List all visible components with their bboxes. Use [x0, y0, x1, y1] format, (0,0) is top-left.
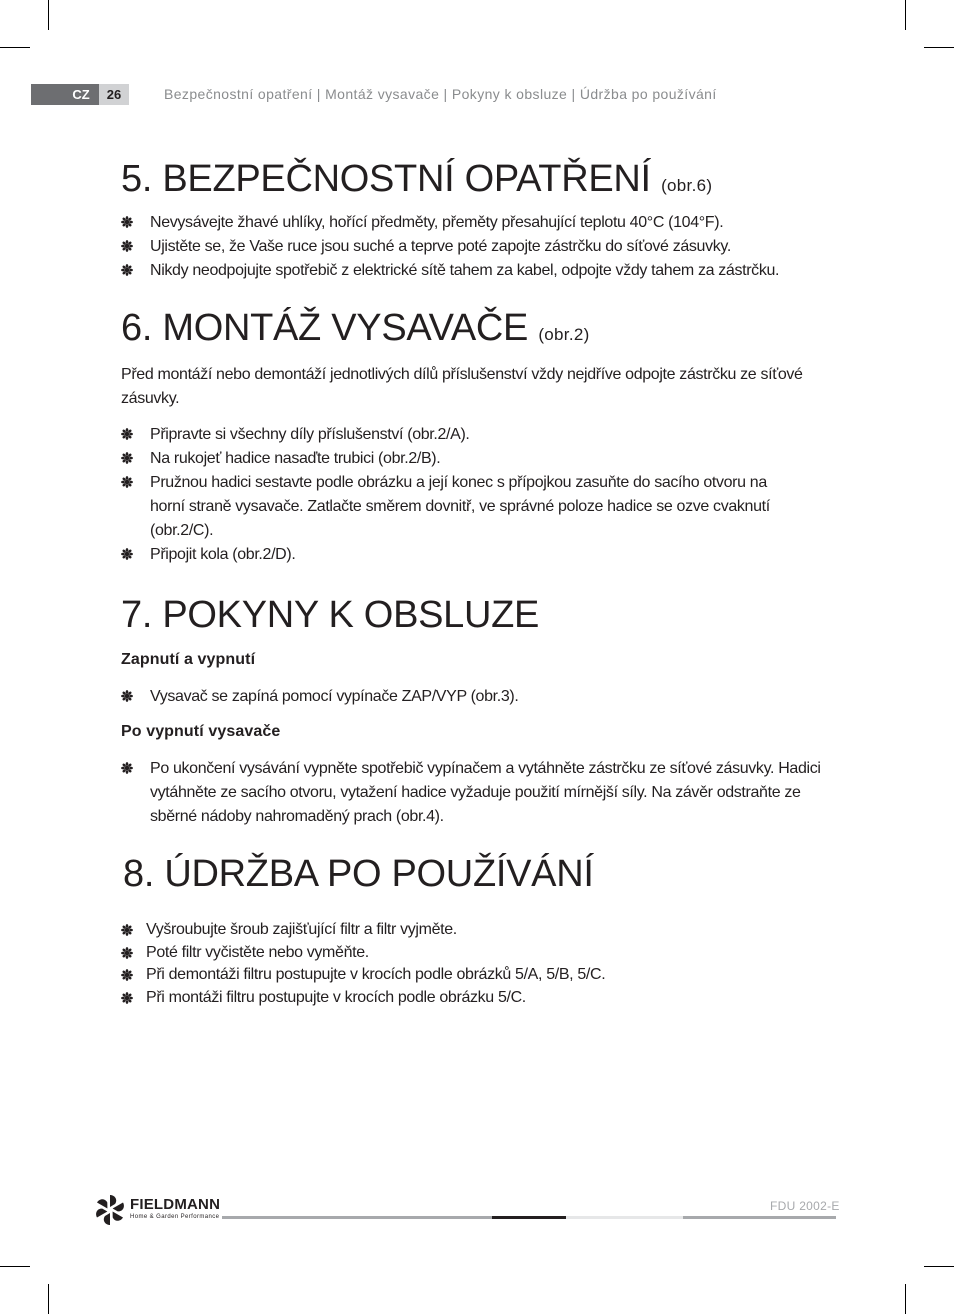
footer-rule: [492, 1216, 566, 1219]
bullet-icon: [121, 240, 133, 252]
bullet-icon: [121, 548, 133, 560]
section-title-operation: [121, 594, 539, 637]
bullet-icon: [121, 690, 133, 702]
section-title-safety: [121, 158, 712, 201]
list-item: [121, 235, 841, 259]
list-item: [121, 964, 841, 987]
list-item-text: Pružnou hadici sestavte podle obrázku a její konec s přípojkou zasuňte do sacího otvoru na horní straně vysavače. Zatlačte směrem dovnitř, ve správné poloze hadice se ozve cvaknutí (obr.2/C).: [150, 474, 770, 539]
safety-list: [121, 211, 841, 283]
section-title-maintenance: [123, 853, 594, 896]
figure-reference: (obr.2): [538, 325, 590, 344]
list-item: [121, 259, 841, 283]
language-label: CZ: [72, 87, 90, 102]
list-item-text: Při demontáži filtru postupujte v krocích podle obrázků 5/A, 5/B, 5/C.: [146, 966, 606, 983]
crop-mark: [0, 47, 30, 48]
list-item-text: Po ukončení vysávání vypněte spotřebič vypínačem a vytáhněte zástrčku ze síťové zásuvky. Hadici vytáhněte ze sacího otvoru, vytažení hadice vyžaduje použití mírnější síly. Na závěr odstraňte ze sběrné nádoby nahromaděný prach (obr.4).: [150, 760, 821, 825]
bullet-icon: [121, 216, 133, 228]
brand-tagline: Home & Garden Performance: [130, 1214, 220, 1220]
bullet-icon: [121, 992, 133, 1004]
list-item: [121, 447, 801, 471]
operation-list-2: [121, 757, 821, 829]
model-number: FDU 2002-E: [770, 1199, 840, 1213]
bullet-icon: [121, 452, 133, 464]
brand-name: FIELDMANN: [130, 1196, 221, 1213]
list-item-text: Připravte si všechny díly příslušenství (obr.2/A).: [150, 426, 470, 443]
list-item: [121, 471, 801, 543]
running-header: Bezpečnostní opatření | Montáž vysavače | Pokyny k obsluze | Údržba po používání: [164, 86, 717, 102]
bullet-icon: [121, 762, 133, 774]
crop-mark: [0, 1266, 30, 1267]
list-item: [121, 423, 801, 447]
list-item-text: Na rukojeť hadice nasaďte trubici (obr.2/B).: [150, 450, 441, 467]
bullet-icon: [121, 969, 133, 981]
maintenance-list: [121, 919, 841, 1009]
list-item: [121, 757, 821, 829]
bullet-icon: [121, 428, 133, 440]
list-item-text: Při montáži filtru postupujte v krocích podle obrázku 5/C.: [146, 988, 526, 1006]
bullet-icon: [121, 264, 133, 276]
list-item-text: Ujistěte se, že Vaše ruce jsou suché a teprve poté zapojte zástrčku do síťové zásuvky.: [150, 238, 731, 255]
list-item-text: Vysavač se zapíná pomocí vypínače ZAP/VYP (obr.3).: [150, 688, 519, 705]
assembly-intro: Před montáží nebo demontáží jednotlivých dílů příslušenství vždy nejdříve odpojte zástrčku ze síťové zásuvky.: [121, 366, 803, 407]
list-item-text: Nikdy neodpojujte spotřebič z elektrické sítě tahem za kabel, odpojte vždy tahem za zástrčku.: [150, 262, 780, 279]
footer-rule: [222, 1216, 492, 1219]
subheading-on-off: Zapnutí a vypnutí: [121, 651, 256, 668]
list-item-text: Připojit kola (obr.2/D).: [150, 546, 296, 563]
operation-list-1: [121, 685, 841, 709]
crop-mark: [905, 1284, 906, 1314]
crop-mark: [905, 0, 906, 30]
footer-rule: [566, 1216, 683, 1219]
subheading-after-off: Po vypnutí vysavače: [121, 723, 281, 740]
crop-mark: [48, 0, 49, 30]
section-title-text: 6. MONTÁŽ VYSAVAČE: [121, 307, 529, 349]
list-item: [121, 211, 841, 235]
fieldmann-logo-icon: [93, 1193, 127, 1227]
list-item: [121, 987, 841, 1010]
bullet-icon: [121, 947, 133, 959]
list-item-text: Poté filtr vyčistěte nebo vyměňte.: [146, 943, 369, 961]
section-title-text: 8. ÚDRŽBA PO POUŽÍVÁNÍ: [123, 853, 594, 895]
page-number: 26: [99, 84, 129, 105]
section-title-text: 7. POKYNY K OBSLUZE: [121, 594, 540, 636]
figure-reference: (obr.6): [661, 176, 713, 195]
crop-mark: [48, 1284, 49, 1314]
bullet-icon: [121, 924, 133, 936]
footer-rule: [683, 1216, 836, 1219]
crop-mark: [924, 1266, 954, 1267]
list-item: [121, 919, 841, 942]
section-title-text: 5. BEZPEČNOSTNÍ OPATŘENÍ: [121, 158, 651, 200]
list-item: [121, 543, 801, 567]
bullet-icon: [121, 476, 133, 488]
assembly-list: [121, 423, 801, 567]
list-item: [121, 942, 841, 965]
crop-mark: [924, 47, 954, 48]
list-item: [121, 685, 841, 709]
list-item-text: Vyšroubujte šroub zajišťující filtr a filtr vyjměte.: [146, 921, 457, 938]
list-item-text: Nevysávejte žhavé uhlíky, hořící předměty, přeměty přesahující teplotu 40°C (104°F).: [150, 214, 724, 231]
section-title-assembly: [121, 307, 590, 350]
